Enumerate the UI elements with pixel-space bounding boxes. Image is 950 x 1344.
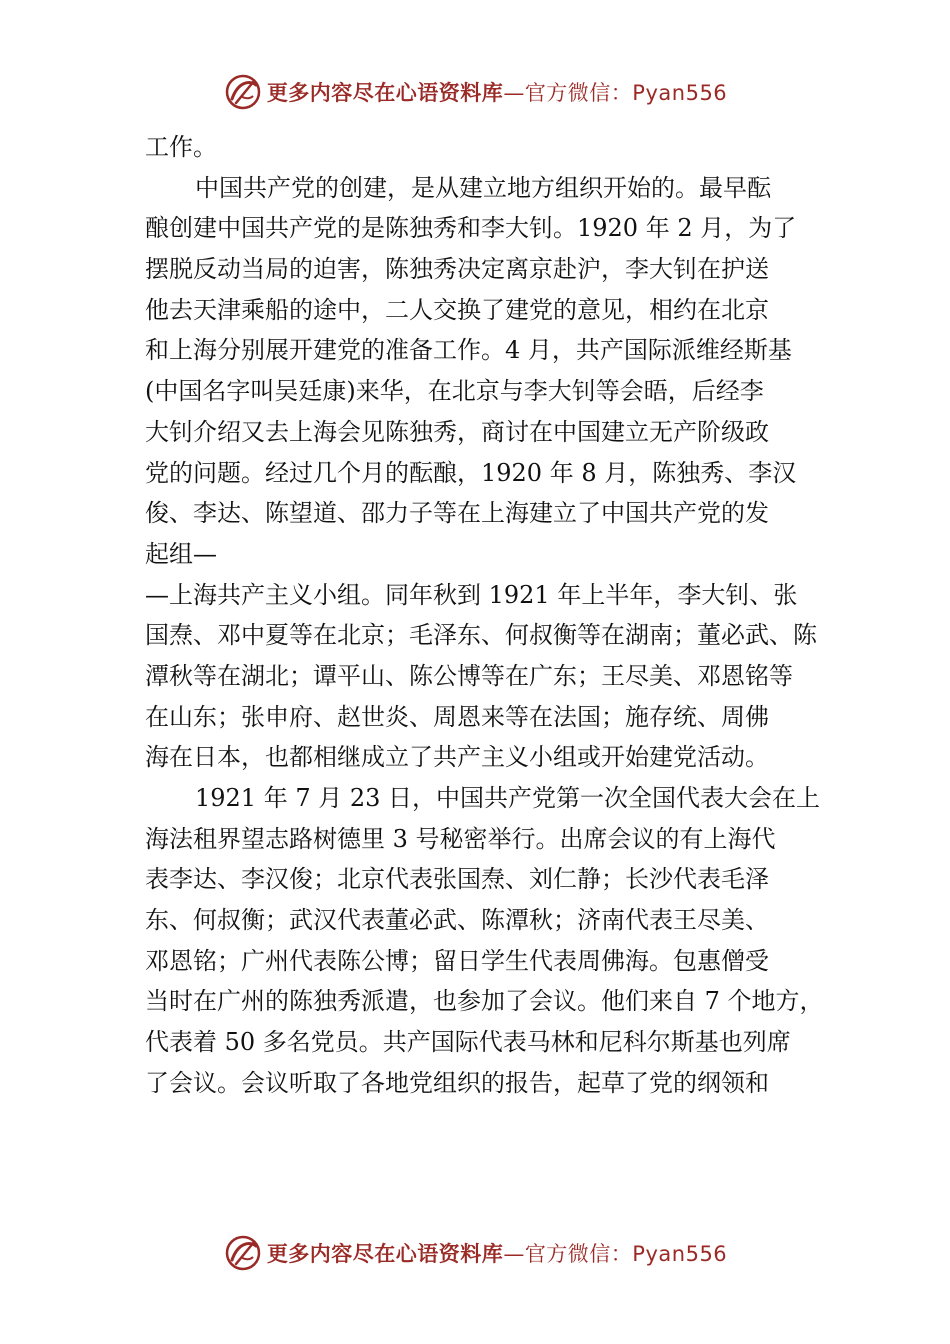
banner-text (267, 1238, 727, 1268)
text-line: 潭秋等在湖北；谭平山、陈公博等在广东；王尽美、邓恩铭等 (145, 661, 793, 690)
text-line: 海在日本，也都相继成立了共产主义小组或开始建党活动。 (145, 743, 769, 772)
text-line: 邓恩铭；广州代表陈公博；留日学生代表周佛海。包惠僧受 (145, 946, 769, 975)
banner-contact: 官方微信：Pyan556 (524, 1242, 728, 1266)
text-line: 工作。 (145, 133, 217, 161)
text-line: 表李达、李汉俊；北京代表张国焘、刘仁静；长沙代表毛泽 (145, 865, 769, 894)
text-line: 起组— (145, 539, 217, 568)
text-line: 海法租界望志路树德里 3 号秘密举行。出席会议的有上海代 (145, 824, 776, 853)
text-line: 党的问题。经过几个月的酝酿，1920 年 8 月，陈独秀、李汉 (145, 458, 797, 487)
text-line: (中国名字叫吴廷康)来华，在北京与李大钊等会晤，后经李 (145, 377, 764, 406)
text-line: 他去天津乘船的途中，二人交换了建党的意见，相约在北京 (145, 295, 769, 324)
banner-separator: — (503, 1242, 525, 1266)
text-line: 和上海分别展开建党的准备工作。4 月，共产国际派维经斯基 (145, 336, 792, 365)
banner-separator: — (503, 81, 525, 105)
text-line: —上海共产主义小组。同年秋到 1921 年上半年，李大钊、张 (145, 580, 798, 609)
document-body (145, 127, 829, 1104)
text-line: 了会议。会议听取了各地党组织的报告，起草了党的纲领和 (145, 1068, 769, 1097)
text-line: 代表着 50 多名党员。共产国际代表马林和尼科尔斯基也列席 (145, 1028, 791, 1057)
seal-logo-icon (223, 1233, 263, 1273)
text-line: 酿创建中国共产党的是陈独秀和李大钊。1920 年 2 月，为了 (145, 214, 797, 243)
text-line: 大钊介绍又去上海会见陈独秀，商讨在中国建立无产阶级政 (145, 417, 769, 446)
text-line: 国焘、邓中夏等在北京；毛泽东、何叔衡等在湖南；董必武、陈 (145, 621, 817, 650)
paragraph-start: 中国共产党的创建，是从建立地方组织开始的。最早酝 (195, 173, 771, 202)
footer-banner (0, 1231, 950, 1275)
text-line: 当时在广州的陈独秀派遣，也参加了会议。他们来自 7 个地方， (145, 987, 824, 1016)
banner-title: 更多内容尽在心语资料库 (266, 81, 504, 105)
text-line: 在山东；张申府、赵世炎、周恩来等在法国；施存统、周佛 (145, 702, 769, 731)
text-line: 俊、李达、陈望道、邵力子等在上海建立了中国共产党的发 (145, 499, 769, 528)
banner-title: 更多内容尽在心语资料库 (266, 1242, 504, 1266)
banner-contact: 官方微信：Pyan556 (524, 81, 728, 105)
header-banner (0, 70, 950, 114)
text-line: 东、何叔衡；武汉代表董必武、陈潭秋；济南代表王尽美、 (145, 906, 769, 935)
paragraph-start: 1921 年 7 月 23 日，中国共产党第一次全国代表大会在上 (195, 784, 821, 812)
text-line: 摆脱反动当局的迫害，陈独秀决定离京赴沪，李大钊在护送 (145, 255, 769, 284)
seal-logo-icon (223, 72, 263, 112)
banner-text (267, 77, 727, 107)
